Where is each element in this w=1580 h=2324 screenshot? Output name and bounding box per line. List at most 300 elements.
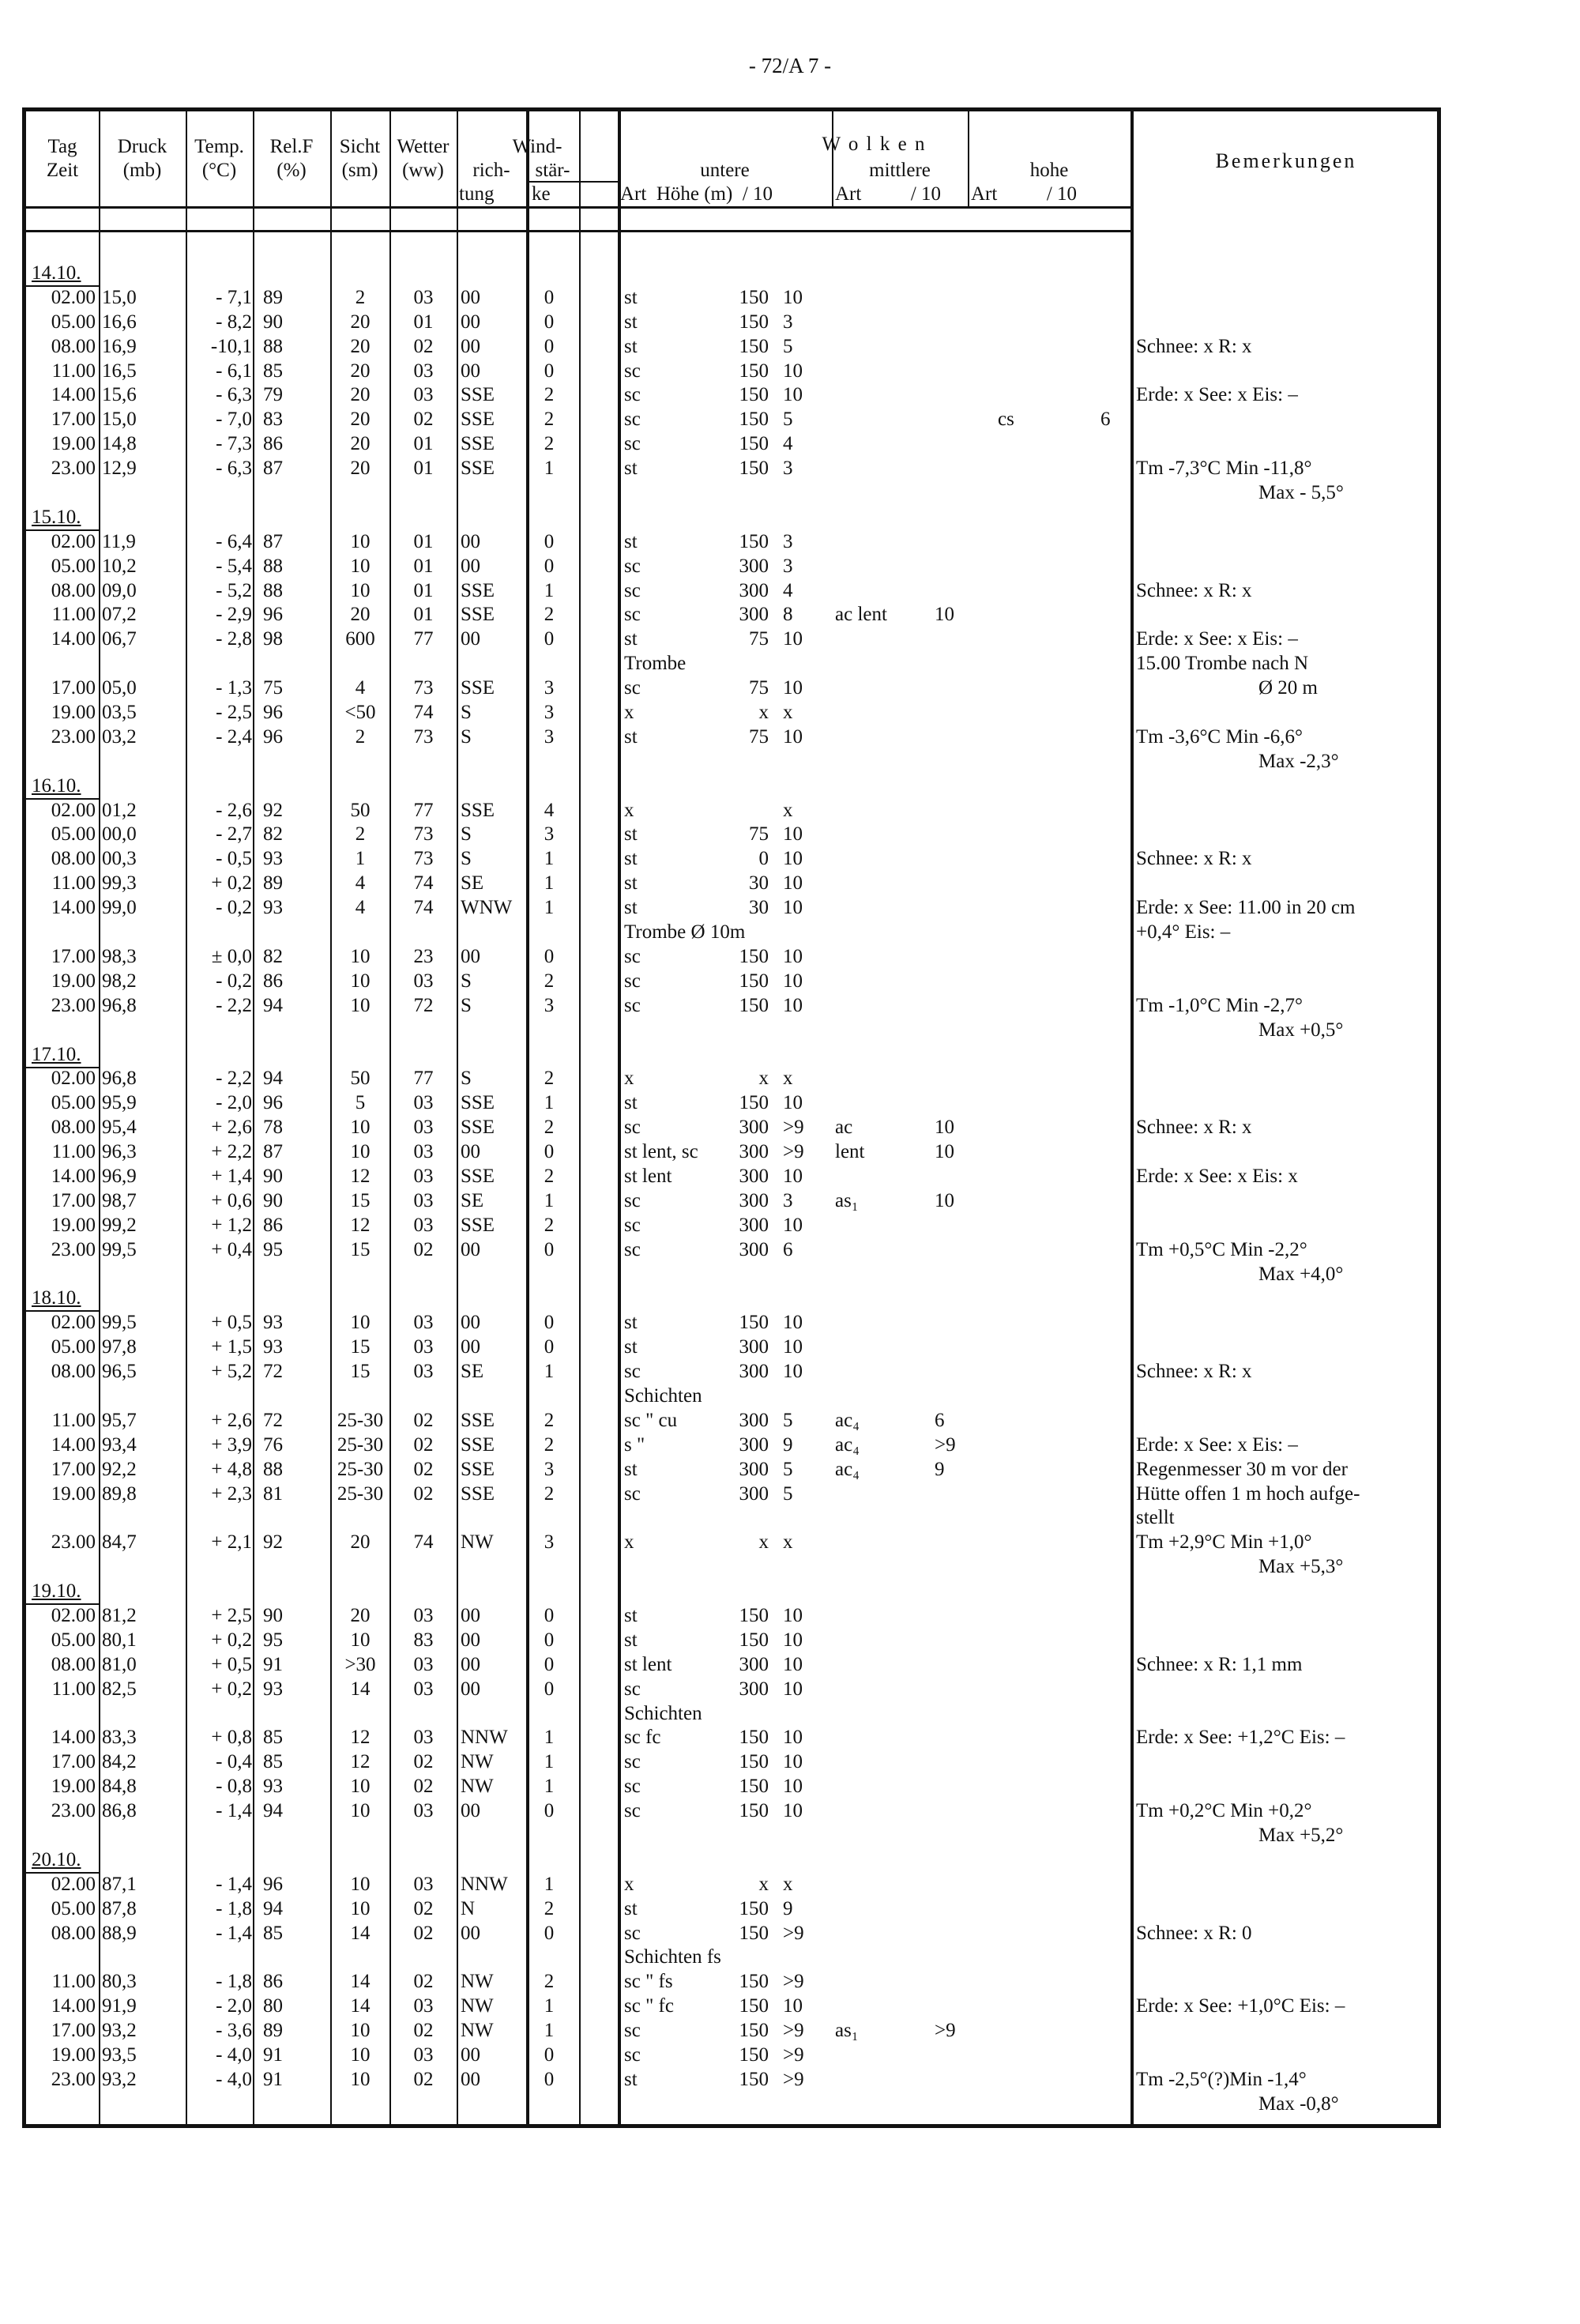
table-row: [26, 1482, 1437, 1507]
table-row: [26, 1750, 1437, 1775]
cell-sicht: 50: [350, 799, 371, 821]
cell-untere-art: sc: [624, 677, 641, 699]
cell-druck: 99,3: [102, 872, 137, 895]
cell-temp: - 1,4: [216, 1873, 252, 1895]
cell-windstaerke: 1: [544, 1995, 555, 2017]
cell-druck: 00,3: [102, 848, 137, 870]
cell-sicht: <50: [344, 702, 376, 724]
cell-druck: 93,2: [102, 2068, 137, 2090]
cell-sicht: 10: [350, 1141, 371, 1163]
cell-bemerkung-2: Max -0,8°: [1258, 2092, 1339, 2115]
cell-druck: 96,8: [102, 994, 137, 1016]
cell-temp: + 2,6: [211, 1117, 252, 1139]
table-row: [26, 1189, 1437, 1214]
cell-druck: 93,2: [102, 2020, 137, 2042]
cell-untere-zehntel: x: [783, 702, 793, 724]
cell-wetter: 03: [413, 1189, 434, 1211]
cell-windstaerke: 2: [544, 1409, 555, 1431]
cell-untere-art: st: [624, 1092, 638, 1114]
cell-temp: - 2,5: [216, 702, 252, 724]
cell-wetter: 03: [413, 970, 434, 992]
cell-sicht: 10: [350, 1312, 371, 1334]
cell-untere-hoehe: 75: [749, 725, 769, 748]
cell-temp: - 2,0: [216, 1995, 252, 2017]
cell-untere-hoehe: 150: [739, 1776, 769, 1798]
cell-untere-hoehe: 300: [739, 1433, 769, 1456]
cell-mittlere-art: lent: [835, 1141, 865, 1163]
cell-druck: 16,6: [102, 311, 137, 333]
cell-untere-art: st: [624, 628, 638, 650]
cell-windstaerke: 3: [544, 823, 555, 846]
cell-relf: 87: [263, 1141, 283, 1163]
table-row: [26, 1116, 1437, 1140]
cell-relf: 90: [263, 311, 283, 333]
cell-windrichtung: SE: [461, 1189, 484, 1211]
cell-druck: 16,5: [102, 360, 137, 382]
cell-untere-art: st: [624, 458, 638, 480]
table-row: [26, 872, 1437, 896]
cell-temp: - 0,4: [216, 1751, 252, 1773]
cell-untere-hoehe: 150: [739, 360, 769, 382]
cell-zeit: 08.00: [51, 848, 96, 870]
cell-windstaerke: 1: [544, 1751, 555, 1773]
cell-sicht: 20: [350, 433, 371, 455]
date-row: [26, 1848, 1437, 1873]
cell-relf: 96: [263, 1873, 283, 1895]
cell-druck: 96,8: [102, 1068, 137, 1090]
table-row: [26, 579, 1437, 604]
cell-wetter: 02: [413, 1458, 434, 1480]
cell-zeit: 11.00: [51, 872, 96, 895]
cell-sicht: 15: [350, 1189, 371, 1211]
cell-sicht: 15: [350, 1238, 371, 1260]
cell-temp: - 0,5: [216, 848, 252, 870]
cell-sicht: 20: [350, 384, 371, 406]
cell-druck: 99,0: [102, 897, 137, 919]
cell-untere-zehntel: 5: [783, 409, 793, 431]
cell-relf: 95: [263, 1629, 283, 1651]
cell-relf: 93: [263, 897, 283, 919]
cell-wetter: 03: [413, 1165, 434, 1187]
cell-temp: + 0,5: [211, 1312, 252, 1334]
cell-relf: 96: [263, 1092, 283, 1114]
cell-relf: 93: [263, 1776, 283, 1798]
cell-untere-art: st: [624, 2068, 638, 2090]
cell-untere-zehntel: >9: [783, 2020, 804, 2042]
cell-druck: 99,5: [102, 1238, 137, 1260]
cell-windstaerke: 0: [544, 628, 555, 650]
cell-mittlere-zehntel: 6: [935, 1409, 945, 1431]
cell-untere-zehntel: 3: [783, 1189, 793, 1211]
cell-bemerkung: Erde: x See: x Eis: –: [1136, 384, 1298, 406]
table-body: [26, 262, 1437, 2117]
cell-bemerkung-2: Max +5,3°: [1258, 1556, 1344, 1578]
cell-druck: 86,8: [102, 1800, 137, 1822]
header-relf-unit: (%): [276, 160, 307, 181]
cell-untere-zehntel: 3: [783, 530, 793, 552]
header-hohe-sub: Art / 10: [971, 183, 1078, 205]
table-row: [26, 1994, 1437, 2019]
cell-untere-art: s ": [624, 1433, 645, 1456]
cell-untere-art: sc: [624, 970, 641, 992]
cell-sicht: 12: [350, 1751, 371, 1773]
cell-relf: 82: [263, 823, 283, 846]
cell-untere-zehntel: >9: [783, 1117, 804, 1139]
cell-untere-art: sc: [624, 1361, 641, 1383]
cell-sicht: 15: [350, 1361, 371, 1383]
cell-windstaerke: 1: [544, 1092, 555, 1114]
cell-sicht: 14: [350, 1678, 371, 1700]
cell-zeit: 19.00: [51, 1214, 96, 1236]
table-row: [26, 530, 1437, 555]
cell-untere-hoehe: 0: [758, 848, 769, 870]
cell-windrichtung: SSE: [461, 1458, 495, 1480]
cell-windstaerke: 2: [544, 970, 555, 992]
cell-windstaerke: 0: [544, 2044, 555, 2066]
cell-untere-hoehe: 150: [739, 1922, 769, 1944]
cell-relf: 95: [263, 1238, 283, 1260]
cell-windrichtung: SSE: [461, 579, 495, 601]
cell-relf: 93: [263, 1336, 283, 1358]
cell-sicht: 10: [350, 970, 371, 992]
cell-druck: 99,5: [102, 1312, 137, 1334]
cell-untere-zehntel: 10: [783, 848, 803, 870]
cell-windstaerke: 4: [544, 799, 555, 821]
cell-temp: - 6,3: [216, 458, 252, 480]
cell-bemerkung: Schnee: x R: x: [1136, 335, 1252, 357]
cell-wetter: 02: [413, 2068, 434, 2090]
cell-wetter: 02: [413, 1776, 434, 1798]
cell-windstaerke: 1: [544, 458, 555, 480]
table-row: [26, 1335, 1437, 1360]
cell-mittlere-zehntel: >9: [935, 2020, 956, 2042]
cell-relf: 91: [263, 2044, 283, 2066]
cell-untere-art: st: [624, 725, 638, 748]
cell-untere-art: sc: [624, 409, 641, 431]
cell-druck: 97,8: [102, 1336, 137, 1358]
cell-mittlere-zehntel: 10: [935, 1141, 954, 1163]
cell-sicht: 10: [350, 555, 371, 577]
cell-druck: 84,8: [102, 1776, 137, 1798]
cell-untere-art: st: [624, 848, 638, 870]
cell-bemerkung: Erde: x See: x Eis: –: [1136, 1433, 1298, 1456]
cell-untere-hoehe: 30: [749, 872, 769, 895]
cell-mittlere-zehntel: >9: [935, 1433, 956, 1456]
cell-relf: 96: [263, 604, 283, 626]
cell-untere-art: sc: [624, 1117, 641, 1139]
cell-zeit: 14.00: [51, 1165, 96, 1187]
cell-sicht: 25-30: [337, 1458, 384, 1480]
cell-windrichtung: S: [461, 848, 472, 870]
cell-relf: 80: [263, 1995, 283, 2017]
cell-windrichtung: SSE: [461, 1433, 495, 1456]
cell-windrichtung: 00: [461, 286, 480, 308]
header-temp-unit: (°C): [201, 160, 237, 181]
cell-temp: + 2,1: [211, 1531, 252, 1554]
cell-windrichtung: 00: [461, 555, 480, 577]
cell-temp: + 0,2: [211, 872, 252, 895]
cell-windrichtung: 00: [461, 335, 480, 357]
table-row: [26, 1165, 1437, 1189]
header-wolken-untere: untere: [700, 160, 750, 181]
cell-untere-art: sc: [624, 1238, 641, 1260]
cell-sicht: 20: [350, 1531, 371, 1554]
cell-druck: 93,5: [102, 2044, 137, 2066]
cell-sicht: >30: [344, 1653, 376, 1675]
cell-temp: - 0,8: [216, 1776, 252, 1798]
cell-untere-zehntel: 10: [783, 1165, 803, 1187]
table-row: [26, 2019, 1437, 2043]
cell-untere-hoehe: 150: [739, 286, 769, 308]
cell-untere-hoehe: 300: [739, 579, 769, 601]
cell-untere-hoehe: 150: [739, 1604, 769, 1626]
cell-untere-hoehe: x: [758, 1068, 769, 1090]
cell-untere-hoehe: 300: [739, 1482, 769, 1505]
cell-untere-art: sc: [624, 1189, 641, 1211]
cell-untere-art: x: [624, 1068, 634, 1090]
cell-temp: + 1,4: [211, 1165, 252, 1187]
cell-temp: + 1,5: [211, 1336, 252, 1358]
table-row: [26, 652, 1437, 676]
cell-windrichtung: 00: [461, 1800, 480, 1822]
cell-windstaerke: 2: [544, 433, 555, 455]
cell-bemerkung-2: Max +4,0°: [1258, 1263, 1344, 1285]
cell-windrichtung: SE: [461, 872, 484, 895]
cell-wetter: 23: [413, 945, 434, 967]
cell-relf: 83: [263, 409, 283, 431]
cell-untere-zehntel: 5: [783, 1409, 793, 1431]
table-row: [26, 994, 1437, 1019]
cell-relf: 89: [263, 2020, 283, 2042]
cell-relf: 89: [263, 286, 283, 308]
cell-untere-hoehe: 150: [739, 994, 769, 1016]
cell-wetter: 03: [413, 286, 434, 308]
cell-untere-zehntel: 10: [783, 1336, 803, 1358]
cell-bemerkung: Tm -1,0°C Min -2,7°: [1136, 994, 1303, 1016]
cell-relf: 96: [263, 725, 283, 748]
cell-relf: 88: [263, 1458, 283, 1480]
cell-zeit: 19.00: [51, 433, 96, 455]
cell-untere-zehntel: >9: [783, 1971, 804, 1993]
cell-wetter: 01: [413, 311, 434, 333]
cell-druck: 99,2: [102, 1214, 137, 1236]
cell-zeit: 08.00: [51, 335, 96, 357]
cell-druck: 81,2: [102, 1604, 137, 1626]
cell-druck: 98,7: [102, 1189, 137, 1211]
cell-relf: 86: [263, 970, 283, 992]
cell-untere-zehntel: 10: [783, 823, 803, 846]
date-label: 19.10.: [32, 1580, 81, 1603]
cell-windstaerke: 0: [544, 555, 555, 577]
cell-temp: + 2,5: [211, 1604, 252, 1626]
cell-relf: 76: [263, 1433, 283, 1456]
cell-wetter: 03: [413, 1141, 434, 1163]
cell-wetter: 02: [413, 409, 434, 431]
cell-druck: 15,6: [102, 384, 137, 406]
cell-sicht: 10: [350, 994, 371, 1016]
cell-sicht: 4: [355, 677, 366, 699]
cell-druck: 91,9: [102, 1995, 137, 2017]
cell-temp: - 2,6: [216, 799, 252, 821]
cell-zeit: 08.00: [51, 1653, 96, 1675]
cell-mittlere-art: as₁: [835, 1189, 859, 1211]
cell-temp: + 5,2: [211, 1361, 252, 1383]
cell-untere-art: st: [624, 1312, 638, 1334]
cell-wetter: 73: [413, 848, 434, 870]
table-row: [26, 1238, 1437, 1263]
cell-sicht: 10: [350, 530, 371, 552]
cell-sicht: 2: [355, 823, 366, 846]
cell-relf: 93: [263, 1678, 283, 1700]
table-row: [26, 481, 1437, 506]
cell-untere-hoehe: 300: [739, 1214, 769, 1236]
cell-relf: 86: [263, 433, 283, 455]
cell-mittlere-art: as₁: [835, 2020, 859, 2042]
cell-windrichtung: S: [461, 823, 472, 846]
cell-temp: - 1,3: [216, 677, 252, 699]
cell-windstaerke: 1: [544, 1361, 555, 1383]
table-row: [26, 360, 1437, 384]
cell-sicht: 10: [350, 1117, 371, 1139]
table-row: [26, 1091, 1437, 1116]
cell-untere-zehntel: >9: [783, 2068, 804, 2090]
cell-bemerkung: Hütte offen 1 m hoch aufge-: [1136, 1482, 1360, 1505]
cell-mittlere-art: ac lent: [835, 604, 887, 626]
cell-temp: -10,1: [210, 335, 252, 357]
cell-untere-hoehe: 300: [739, 1458, 769, 1480]
date-row: [26, 262, 1437, 286]
cell-zeit: 11.00: [51, 1409, 96, 1431]
cell-untere-hoehe: 300: [739, 1336, 769, 1358]
date-row: [26, 774, 1437, 799]
cell-untere-zehntel: >9: [783, 1922, 804, 1944]
cell-untere-hoehe: 300: [739, 1409, 769, 1431]
cell-windstaerke: 3: [544, 994, 555, 1016]
table-row: [26, 457, 1437, 481]
cell-untere-art: st: [624, 872, 638, 895]
cell-untere-art: st: [624, 1629, 638, 1651]
cell-temp: + 2,6: [211, 1409, 252, 1431]
table-row: [26, 1263, 1437, 1287]
cell-wetter: 03: [413, 360, 434, 382]
cell-windrichtung: SSE: [461, 1165, 495, 1187]
cell-windstaerke: 0: [544, 1141, 555, 1163]
table-row: [26, 970, 1437, 994]
cell-untere-zehntel: 8: [783, 604, 793, 626]
cell-untere-hoehe: 150: [739, 311, 769, 333]
cell-temp: - 0,2: [216, 897, 252, 919]
header-untere-sub: Art Höhe (m) / 10: [620, 183, 773, 205]
cell-windrichtung: S: [461, 702, 472, 724]
cell-mittlere-art: ac₄: [835, 1433, 860, 1456]
table-row: [26, 2068, 1437, 2092]
cell-relf: 85: [263, 360, 283, 382]
cell-wetter: 03: [413, 1214, 434, 1236]
cell-wetter: 73: [413, 823, 434, 846]
cell-wetter: 01: [413, 458, 434, 480]
header-sicht-unit: (sm): [341, 160, 378, 181]
cell-wetter: 01: [413, 530, 434, 552]
date-label: 17.10.: [32, 1043, 81, 1065]
cell-bemerkung-2: Max -2,3°: [1258, 750, 1339, 772]
table-row: [26, 725, 1437, 750]
cell-windstaerke: 0: [544, 1800, 555, 1822]
cell-sicht: 20: [350, 1604, 371, 1626]
cell-windstaerke: 2: [544, 1433, 555, 1456]
cell-bemerkung: Schnee: x R: x: [1136, 848, 1252, 870]
cell-sicht: 20: [350, 604, 371, 626]
cell-wetter: 02: [413, 1922, 434, 1944]
header-relf: Rel.F: [269, 136, 314, 157]
cell-untere-zehntel: 6: [783, 1238, 793, 1260]
cell-untere-art: st: [624, 897, 638, 919]
cell-zeit: 23.00: [51, 1800, 96, 1822]
cell-untere-zehntel: 10: [783, 1653, 803, 1675]
cell-zeit: 23.00: [51, 2068, 96, 2090]
cell-bemerkung-2: Max - 5,5°: [1258, 482, 1344, 504]
cell-windstaerke: 3: [544, 702, 555, 724]
cell-mittlere-zehntel: 10: [935, 604, 954, 626]
cell-wetter: 03: [413, 1800, 434, 1822]
cell-druck: 88,9: [102, 1922, 137, 1944]
table-row: [26, 1555, 1437, 1580]
cell-relf: 90: [263, 1604, 283, 1626]
cell-relf: 81: [263, 1482, 283, 1505]
cell-sicht: 12: [350, 1727, 371, 1749]
cell-windrichtung: 00: [461, 1922, 480, 1944]
cell-windrichtung: 00: [461, 530, 480, 552]
cell-windstaerke: 1: [544, 872, 555, 895]
cell-druck: 93,4: [102, 1433, 137, 1456]
cell-windstaerke: 1: [544, 1727, 555, 1749]
cell-untere-hoehe: 150: [739, 1971, 769, 1993]
cell-zeit: 23.00: [51, 725, 96, 748]
cell-druck: 15,0: [102, 286, 137, 308]
cell-zeit: 17.00: [51, 1189, 96, 1211]
cell-relf: 90: [263, 1165, 283, 1187]
cell-untere-art: sc: [624, 1678, 641, 1700]
cell-untere-zehntel: 10: [783, 970, 803, 992]
cell-untere-hoehe: 150: [739, 1629, 769, 1651]
cell-sicht: 12: [350, 1165, 371, 1187]
cell-untere-zehntel: 10: [783, 1312, 803, 1334]
cell-druck: 95,4: [102, 1117, 137, 1139]
cell-druck: 16,9: [102, 335, 137, 357]
cell-untere-hoehe: 300: [739, 604, 769, 626]
cell-untere-zehntel: x: [783, 1068, 793, 1090]
table-row: [26, 676, 1437, 701]
table-row: [26, 1019, 1437, 1043]
cell-windstaerke: 0: [544, 1629, 555, 1651]
cell-druck: 09,0: [102, 579, 137, 601]
cell-mittlere-art: ac₄: [835, 1458, 860, 1480]
cell-sicht: 5: [355, 1092, 366, 1114]
header-richtung-2: tung: [459, 183, 495, 205]
cell-relf: 90: [263, 1189, 283, 1211]
cell-zeit: 11.00: [51, 1971, 96, 1993]
cell-windrichtung: SSE: [461, 677, 495, 699]
cell-untere-zehntel: 10: [783, 1800, 803, 1822]
cell-bemerkung: Erde: x See: x Eis: x: [1136, 1165, 1298, 1187]
cell-temp: - 4,0: [216, 2068, 252, 2090]
table-row: [26, 1604, 1437, 1629]
table-row: [26, 896, 1437, 921]
cell-untere-zehntel: 5: [783, 335, 793, 357]
cell-sicht: 4: [355, 897, 366, 919]
cell-bemerkung-2: Max +0,5°: [1258, 1019, 1344, 1041]
cell-wetter: 02: [413, 1751, 434, 1773]
cell-untere-zehntel: x: [783, 1531, 793, 1554]
